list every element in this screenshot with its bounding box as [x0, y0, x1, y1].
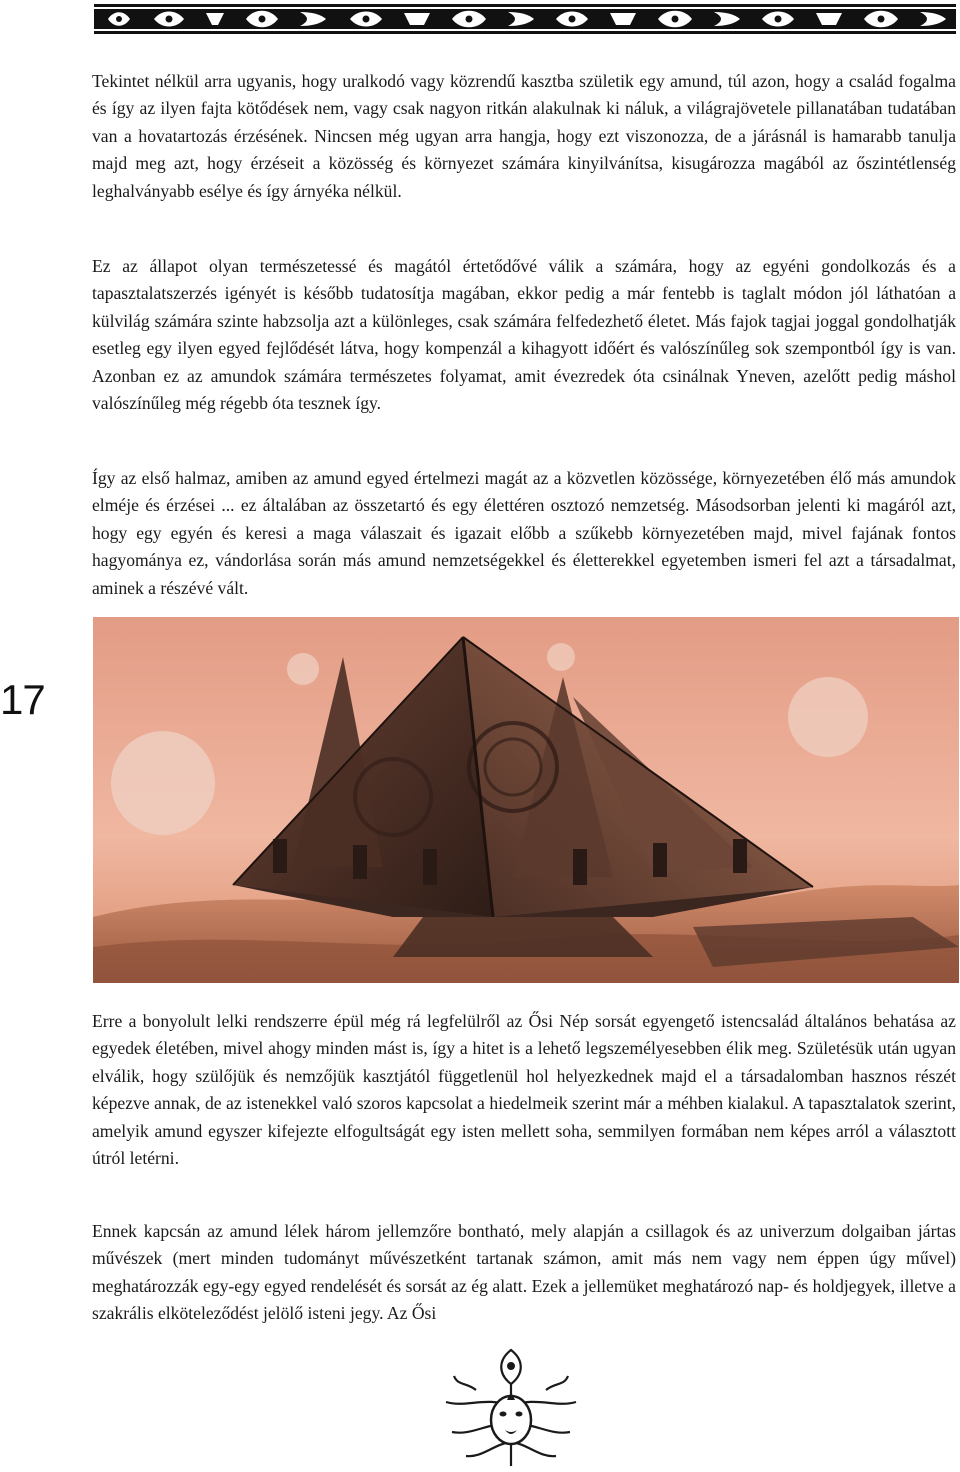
- body-paragraph-5: Ennek kapcsán az amund lélek három jellemzőre bontható, mely alapján a csillagok és az univerzum dolgaiban jártas művészek (mert minden tudományt művészetként tartanak számon, amit más nem vagy nem éppen úgy művel) meghatározzák egy-egy egyed rendelését és sorsát az ég alatt. Ezek a jellemüket meghatározó nap- és holdjegyek, illetve a szakrális elköteleződést jelölő isteni jegy. Az Ősi: [92, 1221, 956, 1324]
- body-paragraph-4: Erre a bonyolult lelki rendszerre épül még rá legfelülről az Ősi Nép sorsát egyengető istencsalád általános behatása az egyedek életében, mivel ahogy minden mást is, így a hitet is a lehető legszemélyesebben élik meg. Születésük után ugyan elválik, hogy szülőjük és nemzőjük kasztjától függetlenül hol helyezkednek majd el a társadalomban hasznos részét képezve annak, de az istenekkel való szoros kapcsolat a hiedelmeik szerint már a méhben kialakul. A tapasztalatok szerint, amelyik amund egyszer kifejezte elfogultságát egy isten mellett soha, semmilyen formában nem képes arról a választott útról letérni.: [92, 1011, 956, 1169]
- pyramid-desert-illustration: [93, 617, 959, 983]
- header-ornament-band: [94, 4, 956, 34]
- body-paragraph-3: Így az első halmaz, amiben az amund egyed értelmezi magát az a közvetlen közössége, környezetében élő más amundok elméje és érzései ... ez általában az összetartó és egy élettéren osztozó nemzetség. Másodsorban jelenti ki magáról azt, hogy egy egyén és keresi a maga válaszait és igazait előbb a szűkebb környezetében majd, mivel fajának fontos hagyománya ez, vándorlása során más amund nemzetségekkel és életterekkel egyetemben ismeri fel azt a társadalmat, aminek a részévé vált.: [92, 468, 956, 598]
- body-paragraph-1: Tekintet nélkül arra ugyanis, hogy uralkodó vagy közrendű kasztba születik egy amund, túl azon, hogy a család fogalma és így az ilyen fajta kötődések nem, vagy csak nagyon ritkán alakulnak ki náluk, a világrajövetele pillanatában tudatában van a hovatartozás érzésének. Nincsen még ugyan arra hangja, hogy ezt viszonozza, de a járásnál is hamarabb tanulja majd meg azt, hogy érzéseit a közösség és környezet számára kinyilvánítsa, kisugározza magából az őszintétlenség leghalványabb esélye és így árnyéka nélkül.: [92, 71, 956, 201]
- ornamental-emblem-icon: [436, 1346, 586, 1470]
- page-number: 17: [0, 676, 45, 723]
- body-paragraph-2: Ez az állapot olyan természetessé és magától értetődővé válik a számára, hogy az egyéni gondolkozás és a tapasztalatszerzés igényét is később tudatosítja magában, ekkor pedig a már fentebb is taglalt módon jól láthatóan a külvilág számára szinte habzsolja azt a különleges, csak számára felfedezhető életet. Más fajok tagjai joggal gondolhatják esetleg egy ilyen egyed fejlődését látva, hogy kompenzál a kihagyott időért és valószínűleg sok szempontból így is van. Azonban ez az amundok számára természetes folyamat, amit évezredek óta csinálnak Yneven, azelőtt pedig máshol valószínűleg még régebb óta tesznek így.: [92, 256, 956, 414]
